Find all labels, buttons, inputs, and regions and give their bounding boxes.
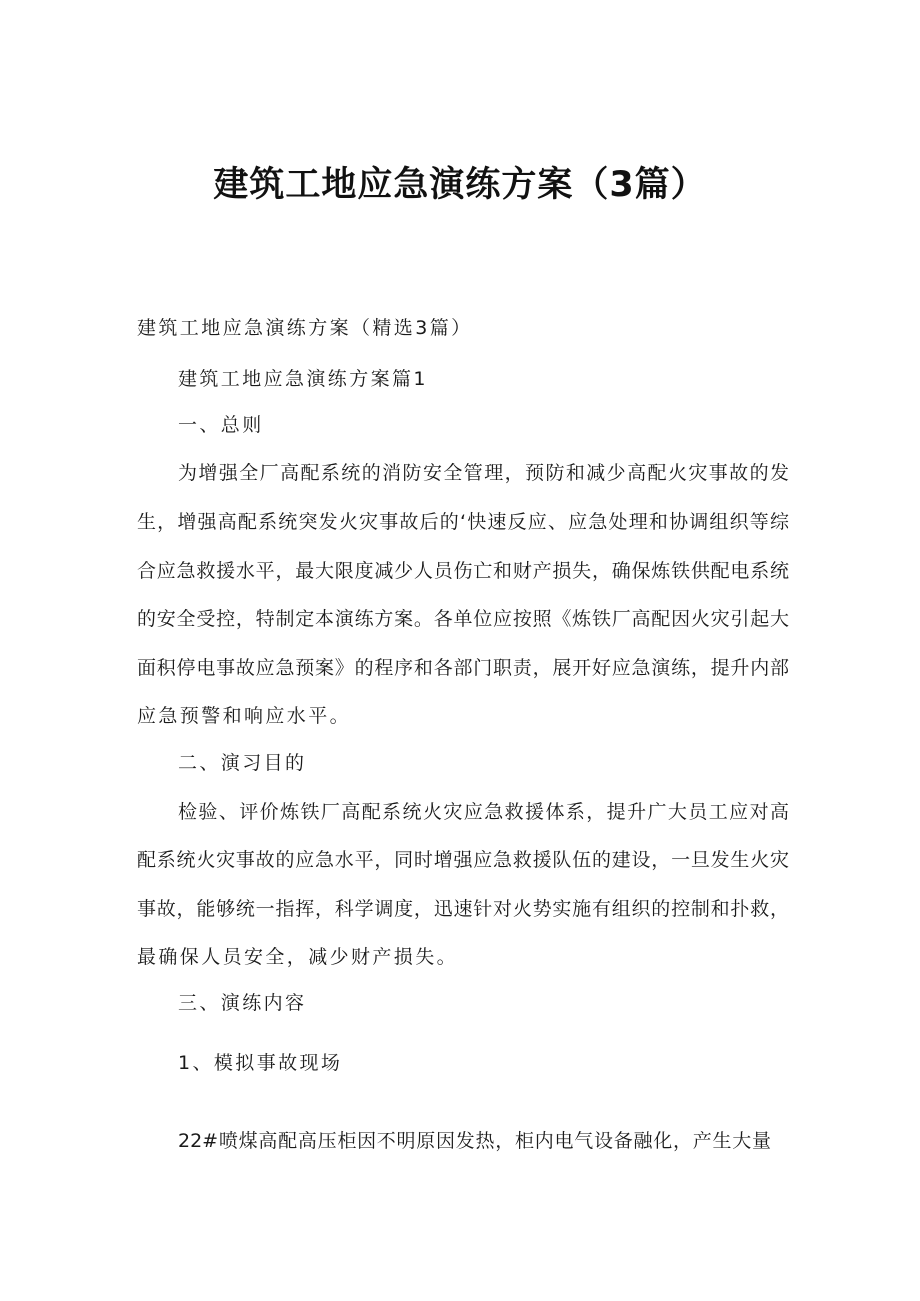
heading-simulated-scene: 1、模拟事故现场 [178,1052,343,1074]
paragraph-line: 应急预警和响应水平。 [137,705,352,727]
heading-drill-content: 三、演练内容 [178,992,307,1014]
paragraph-line: 生，增强高配系统突发火灾事故后的‘快速反应、应急处理和协调组织等综 [137,511,789,533]
paragraph-line: 检验、评价炼铁厂高配系统火灾应急救援体系，提升广大员工应对高 [178,801,789,823]
paragraph-line: 最确保人员安全，减少财产损失。 [137,946,459,968]
paragraph-line: 为增强全厂高配系统的消防安全管理，预防和减少高配火灾事故的发 [178,462,789,484]
heading-drill-purpose: 二、演习目的 [178,752,307,774]
paragraph-line: 事故，能够统一指挥，科学调度，迅速针对火势实施有组织的控制和扑救， [137,898,789,920]
document-title: 建筑工地应急演练方案（3篇） [213,165,707,205]
paragraph-line: 的安全受控，特制定本演练方案。各单位应按照《炼铁厂高配因火灾引起大 [137,608,789,630]
document-subtitle: 建筑工地应急演练方案（精选3篇） [137,317,473,339]
paragraph-line: 面积停电事故应急预案》的程序和各部门职责，展开好应急演练，提升内部 [137,657,789,679]
paragraph-line: 22#喷煤高配高压柜因不明原因发热，柜内电气设备融化，产生大量 [178,1130,771,1152]
section-title: 建筑工地应急演练方案篇1 [178,368,428,390]
paragraph-line: 合应急救援水平，最大限度减少人员伤亡和财产损失，确保炼铁供配电系统 [137,560,789,582]
heading-general-principles: 一、总则 [178,414,264,436]
paragraph-line: 配系统火灾事故的应急水平，同时增强应急救援队伍的建设，一旦发生火灾 [137,849,789,871]
